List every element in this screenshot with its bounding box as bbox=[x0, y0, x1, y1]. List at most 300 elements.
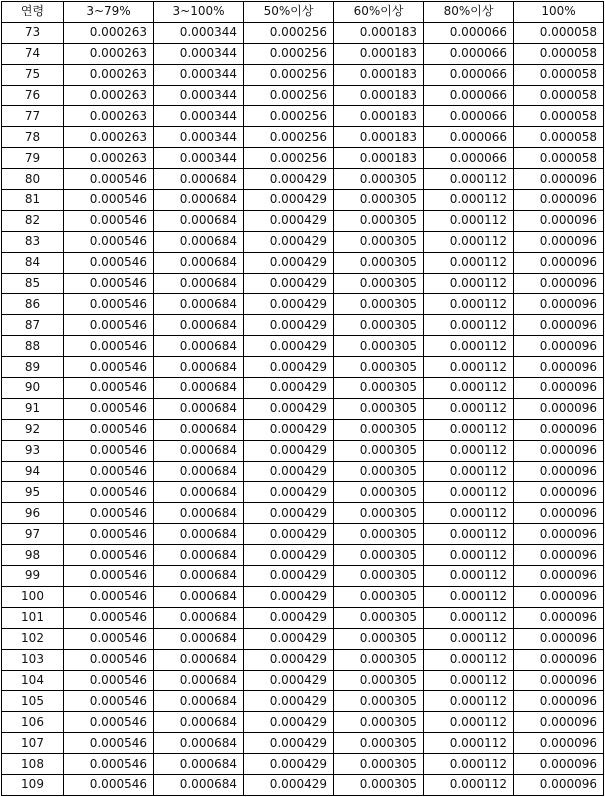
rate-100-cell: 0.000096 bbox=[514, 691, 604, 712]
rate-3-79-cell: 0.000263 bbox=[64, 22, 154, 43]
age-cell: 73 bbox=[2, 22, 64, 43]
age-cell: 88 bbox=[2, 336, 64, 357]
rate-3-100-cell: 0.000344 bbox=[154, 106, 244, 127]
rate-60-plus-cell: 0.000183 bbox=[334, 22, 424, 43]
rate-3-79-cell: 0.000546 bbox=[64, 273, 154, 294]
rate-80-plus-cell: 0.000112 bbox=[424, 754, 514, 775]
age-cell: 106 bbox=[2, 712, 64, 733]
rate-60-plus-cell: 0.000183 bbox=[334, 85, 424, 106]
rate-3-79-cell: 0.000546 bbox=[64, 336, 154, 357]
rate-100-cell: 0.000096 bbox=[514, 754, 604, 775]
rate-3-100-cell: 0.000684 bbox=[154, 545, 244, 566]
rate-80-plus-cell: 0.000112 bbox=[424, 545, 514, 566]
age-cell: 85 bbox=[2, 273, 64, 294]
rate-50-plus-cell: 0.000429 bbox=[244, 315, 334, 336]
age-cell: 99 bbox=[2, 566, 64, 587]
age-cell: 95 bbox=[2, 482, 64, 503]
rate-3-79-cell: 0.000546 bbox=[64, 733, 154, 754]
rate-50-plus-cell: 0.000256 bbox=[244, 22, 334, 43]
rate-3-79-cell: 0.000546 bbox=[64, 524, 154, 545]
rate-100-cell: 0.000096 bbox=[514, 607, 604, 628]
rate-80-plus-cell: 0.000112 bbox=[424, 733, 514, 754]
rate-50-plus-cell: 0.000429 bbox=[244, 712, 334, 733]
rate-80-plus-cell: 0.000112 bbox=[424, 524, 514, 545]
rate-100-cell: 0.000096 bbox=[514, 503, 604, 524]
rate-50-plus-cell: 0.000429 bbox=[244, 628, 334, 649]
rate-60-plus-cell: 0.000305 bbox=[334, 482, 424, 503]
table-row bbox=[2, 231, 604, 252]
rate-3-79-cell: 0.000263 bbox=[64, 64, 154, 85]
rate-3-79-cell: 0.000546 bbox=[64, 586, 154, 607]
table-row bbox=[2, 712, 604, 733]
table-row bbox=[2, 148, 604, 169]
rate-100-cell: 0.000058 bbox=[514, 43, 604, 64]
age-cell: 92 bbox=[2, 419, 64, 440]
rate-60-plus-cell: 0.000183 bbox=[334, 148, 424, 169]
rate-60-plus-cell: 0.000305 bbox=[334, 545, 424, 566]
age-cell: 79 bbox=[2, 148, 64, 169]
header-100: 100% bbox=[514, 2, 604, 23]
rate-50-plus-cell: 0.000429 bbox=[244, 398, 334, 419]
rate-3-100-cell: 0.000684 bbox=[154, 628, 244, 649]
table-row bbox=[2, 524, 604, 545]
age-cell: 90 bbox=[2, 378, 64, 399]
age-cell: 108 bbox=[2, 754, 64, 775]
rate-80-plus-cell: 0.000112 bbox=[424, 566, 514, 587]
rate-3-100-cell: 0.000684 bbox=[154, 169, 244, 190]
rate-3-79-cell: 0.000546 bbox=[64, 566, 154, 587]
rate-80-plus-cell: 0.000066 bbox=[424, 85, 514, 106]
rate-50-plus-cell: 0.000429 bbox=[244, 524, 334, 545]
rate-50-plus-cell: 0.000429 bbox=[244, 545, 334, 566]
rate-80-plus-cell: 0.000112 bbox=[424, 273, 514, 294]
rate-3-79-cell: 0.000546 bbox=[64, 628, 154, 649]
rate-3-100-cell: 0.000684 bbox=[154, 273, 244, 294]
rate-3-79-cell: 0.000546 bbox=[64, 315, 154, 336]
rate-60-plus-cell: 0.000305 bbox=[334, 503, 424, 524]
age-cell: 75 bbox=[2, 64, 64, 85]
rate-60-plus-cell: 0.000305 bbox=[334, 712, 424, 733]
rate-100-cell: 0.000096 bbox=[514, 252, 604, 273]
rate-80-plus-cell: 0.000066 bbox=[424, 106, 514, 127]
rate-50-plus-cell: 0.000256 bbox=[244, 127, 334, 148]
rate-50-plus-cell: 0.000429 bbox=[244, 190, 334, 211]
rate-100-cell: 0.000058 bbox=[514, 85, 604, 106]
age-cell: 101 bbox=[2, 607, 64, 628]
rate-80-plus-cell: 0.000112 bbox=[424, 482, 514, 503]
rate-100-cell: 0.000096 bbox=[514, 315, 604, 336]
rate-3-79-cell: 0.000546 bbox=[64, 419, 154, 440]
age-cell: 82 bbox=[2, 210, 64, 231]
rate-3-100-cell: 0.000684 bbox=[154, 566, 244, 587]
rate-100-cell: 0.000096 bbox=[514, 586, 604, 607]
rate-80-plus-cell: 0.000112 bbox=[424, 712, 514, 733]
rate-50-plus-cell: 0.000429 bbox=[244, 482, 334, 503]
rate-50-plus-cell: 0.000429 bbox=[244, 607, 334, 628]
rate-50-plus-cell: 0.000429 bbox=[244, 294, 334, 315]
rate-100-cell: 0.000096 bbox=[514, 733, 604, 754]
rate-100-cell: 0.000096 bbox=[514, 231, 604, 252]
rate-3-100-cell: 0.000684 bbox=[154, 691, 244, 712]
rate-50-plus-cell: 0.000429 bbox=[244, 169, 334, 190]
rate-50-plus-cell: 0.000429 bbox=[244, 273, 334, 294]
rate-100-cell: 0.000096 bbox=[514, 670, 604, 691]
rate-60-plus-cell: 0.000305 bbox=[334, 607, 424, 628]
age-cell: 83 bbox=[2, 231, 64, 252]
rate-100-cell: 0.000096 bbox=[514, 419, 604, 440]
rate-60-plus-cell: 0.000183 bbox=[334, 127, 424, 148]
rate-60-plus-cell: 0.000305 bbox=[334, 691, 424, 712]
rate-3-100-cell: 0.000344 bbox=[154, 22, 244, 43]
table-row bbox=[2, 357, 604, 378]
rate-80-plus-cell: 0.000112 bbox=[424, 586, 514, 607]
rate-3-100-cell: 0.000684 bbox=[154, 210, 244, 231]
rate-60-plus-cell: 0.000305 bbox=[334, 378, 424, 399]
rate-50-plus-cell: 0.000429 bbox=[244, 252, 334, 273]
rate-60-plus-cell: 0.000305 bbox=[334, 398, 424, 419]
rate-3-100-cell: 0.000684 bbox=[154, 357, 244, 378]
rate-50-plus-cell: 0.000429 bbox=[244, 670, 334, 691]
rate-100-cell: 0.000096 bbox=[514, 357, 604, 378]
rate-100-cell: 0.000096 bbox=[514, 774, 604, 795]
rate-100-cell: 0.000096 bbox=[514, 628, 604, 649]
rate-3-79-cell: 0.000546 bbox=[64, 169, 154, 190]
rate-80-plus-cell: 0.000112 bbox=[424, 503, 514, 524]
rate-100-cell: 0.000058 bbox=[514, 22, 604, 43]
age-cell: 103 bbox=[2, 649, 64, 670]
rate-50-plus-cell: 0.000256 bbox=[244, 64, 334, 85]
age-cell: 78 bbox=[2, 127, 64, 148]
rate-50-plus-cell: 0.000429 bbox=[244, 336, 334, 357]
age-cell: 87 bbox=[2, 315, 64, 336]
rate-80-plus-cell: 0.000112 bbox=[424, 607, 514, 628]
age-cell: 107 bbox=[2, 733, 64, 754]
table-row bbox=[2, 482, 604, 503]
table-row bbox=[2, 733, 604, 754]
rate-80-plus-cell: 0.000112 bbox=[424, 315, 514, 336]
rate-3-100-cell: 0.000344 bbox=[154, 85, 244, 106]
rate-50-plus-cell: 0.000256 bbox=[244, 43, 334, 64]
table-row bbox=[2, 22, 604, 43]
table-row bbox=[2, 169, 604, 190]
rate-80-plus-cell: 0.000112 bbox=[424, 774, 514, 795]
rate-60-plus-cell: 0.000305 bbox=[334, 294, 424, 315]
rate-80-plus-cell: 0.000112 bbox=[424, 419, 514, 440]
rate-60-plus-cell: 0.000305 bbox=[334, 774, 424, 795]
rate-3-79-cell: 0.000546 bbox=[64, 482, 154, 503]
rate-50-plus-cell: 0.000429 bbox=[244, 440, 334, 461]
rate-60-plus-cell: 0.000305 bbox=[334, 754, 424, 775]
rate-100-cell: 0.000096 bbox=[514, 566, 604, 587]
rate-50-plus-cell: 0.000256 bbox=[244, 106, 334, 127]
rate-60-plus-cell: 0.000305 bbox=[334, 169, 424, 190]
rate-3-100-cell: 0.000684 bbox=[154, 712, 244, 733]
table-row bbox=[2, 85, 604, 106]
rate-3-79-cell: 0.000546 bbox=[64, 649, 154, 670]
rate-3-100-cell: 0.000344 bbox=[154, 43, 244, 64]
rate-60-plus-cell: 0.000305 bbox=[334, 315, 424, 336]
rate-80-plus-cell: 0.000112 bbox=[424, 398, 514, 419]
table-row bbox=[2, 64, 604, 85]
rate-80-plus-cell: 0.000112 bbox=[424, 378, 514, 399]
rate-100-cell: 0.000096 bbox=[514, 461, 604, 482]
age-cell: 100 bbox=[2, 586, 64, 607]
age-cell: 105 bbox=[2, 691, 64, 712]
table-row bbox=[2, 754, 604, 775]
header-80-plus: 80%이상 bbox=[424, 2, 514, 23]
table-row bbox=[2, 545, 604, 566]
rate-3-100-cell: 0.000684 bbox=[154, 190, 244, 211]
rate-100-cell: 0.000096 bbox=[514, 273, 604, 294]
rate-3-79-cell: 0.000263 bbox=[64, 85, 154, 106]
rate-80-plus-cell: 0.000112 bbox=[424, 190, 514, 211]
table-row bbox=[2, 252, 604, 273]
rate-80-plus-cell: 0.000112 bbox=[424, 461, 514, 482]
rate-60-plus-cell: 0.000305 bbox=[334, 419, 424, 440]
rate-60-plus-cell: 0.000305 bbox=[334, 649, 424, 670]
table-row bbox=[2, 336, 604, 357]
rate-80-plus-cell: 0.000112 bbox=[424, 294, 514, 315]
rate-3-79-cell: 0.000546 bbox=[64, 774, 154, 795]
rate-80-plus-cell: 0.000066 bbox=[424, 22, 514, 43]
age-cell: 89 bbox=[2, 357, 64, 378]
rate-3-100-cell: 0.000684 bbox=[154, 774, 244, 795]
rate-80-plus-cell: 0.000112 bbox=[424, 649, 514, 670]
rate-100-cell: 0.000058 bbox=[514, 127, 604, 148]
rate-100-cell: 0.000096 bbox=[514, 440, 604, 461]
rate-3-79-cell: 0.000546 bbox=[64, 398, 154, 419]
rate-3-100-cell: 0.000684 bbox=[154, 294, 244, 315]
table-row bbox=[2, 273, 604, 294]
table-row bbox=[2, 378, 604, 399]
rate-3-100-cell: 0.000684 bbox=[154, 649, 244, 670]
rate-3-79-cell: 0.000546 bbox=[64, 294, 154, 315]
rate-3-100-cell: 0.000684 bbox=[154, 607, 244, 628]
table-row bbox=[2, 43, 604, 64]
rate-50-plus-cell: 0.000429 bbox=[244, 754, 334, 775]
table-row bbox=[2, 670, 604, 691]
rate-80-plus-cell: 0.000112 bbox=[424, 628, 514, 649]
rate-100-cell: 0.000096 bbox=[514, 336, 604, 357]
age-cell: 93 bbox=[2, 440, 64, 461]
rate-50-plus-cell: 0.000429 bbox=[244, 566, 334, 587]
rate-80-plus-cell: 0.000112 bbox=[424, 440, 514, 461]
rate-80-plus-cell: 0.000066 bbox=[424, 64, 514, 85]
rate-3-79-cell: 0.000546 bbox=[64, 754, 154, 775]
rate-50-plus-cell: 0.000429 bbox=[244, 503, 334, 524]
rate-60-plus-cell: 0.000305 bbox=[334, 461, 424, 482]
rate-50-plus-cell: 0.000429 bbox=[244, 378, 334, 399]
table-row bbox=[2, 774, 604, 795]
rate-3-79-cell: 0.000546 bbox=[64, 691, 154, 712]
rate-100-cell: 0.000058 bbox=[514, 148, 604, 169]
rate-80-plus-cell: 0.000112 bbox=[424, 691, 514, 712]
rate-3-100-cell: 0.000684 bbox=[154, 378, 244, 399]
age-cell: 84 bbox=[2, 252, 64, 273]
table-row bbox=[2, 649, 604, 670]
age-cell: 81 bbox=[2, 190, 64, 211]
rate-3-100-cell: 0.000684 bbox=[154, 524, 244, 545]
rate-60-plus-cell: 0.000305 bbox=[334, 440, 424, 461]
rate-3-100-cell: 0.000684 bbox=[154, 503, 244, 524]
rate-3-79-cell: 0.000263 bbox=[64, 148, 154, 169]
rate-60-plus-cell: 0.000305 bbox=[334, 733, 424, 754]
rate-80-plus-cell: 0.000066 bbox=[424, 127, 514, 148]
rate-100-cell: 0.000058 bbox=[514, 64, 604, 85]
rate-3-100-cell: 0.000684 bbox=[154, 440, 244, 461]
rate-3-100-cell: 0.000684 bbox=[154, 461, 244, 482]
rate-50-plus-cell: 0.000429 bbox=[244, 691, 334, 712]
rate-80-plus-cell: 0.000112 bbox=[424, 336, 514, 357]
age-cell: 109 bbox=[2, 774, 64, 795]
rate-100-cell: 0.000096 bbox=[514, 210, 604, 231]
rate-60-plus-cell: 0.000305 bbox=[334, 357, 424, 378]
rate-3-79-cell: 0.000263 bbox=[64, 106, 154, 127]
rate-3-79-cell: 0.000546 bbox=[64, 231, 154, 252]
header-3-79: 3~79% bbox=[64, 2, 154, 23]
rate-100-cell: 0.000096 bbox=[514, 524, 604, 545]
rate-3-79-cell: 0.000546 bbox=[64, 357, 154, 378]
table-row bbox=[2, 398, 604, 419]
rate-100-cell: 0.000096 bbox=[514, 712, 604, 733]
age-cell: 86 bbox=[2, 294, 64, 315]
rate-3-100-cell: 0.000684 bbox=[154, 231, 244, 252]
rate-100-cell: 0.000096 bbox=[514, 294, 604, 315]
rate-3-100-cell: 0.000684 bbox=[154, 315, 244, 336]
rate-60-plus-cell: 0.000305 bbox=[334, 231, 424, 252]
rate-80-plus-cell: 0.000066 bbox=[424, 43, 514, 64]
rate-60-plus-cell: 0.000305 bbox=[334, 273, 424, 294]
rate-table bbox=[1, 1, 604, 796]
rate-60-plus-cell: 0.000305 bbox=[334, 586, 424, 607]
rate-3-79-cell: 0.000546 bbox=[64, 210, 154, 231]
rate-80-plus-cell: 0.000112 bbox=[424, 670, 514, 691]
rate-3-79-cell: 0.000263 bbox=[64, 127, 154, 148]
rate-100-cell: 0.000096 bbox=[514, 649, 604, 670]
rate-100-cell: 0.000096 bbox=[514, 190, 604, 211]
table-row bbox=[2, 315, 604, 336]
rate-50-plus-cell: 0.000429 bbox=[244, 231, 334, 252]
table-row bbox=[2, 127, 604, 148]
table-row bbox=[2, 106, 604, 127]
rate-100-cell: 0.000096 bbox=[514, 398, 604, 419]
header-50-plus: 50%이상 bbox=[244, 2, 334, 23]
rate-80-plus-cell: 0.000112 bbox=[424, 252, 514, 273]
rate-60-plus-cell: 0.000305 bbox=[334, 190, 424, 211]
table-row bbox=[2, 566, 604, 587]
age-cell: 80 bbox=[2, 169, 64, 190]
age-cell: 102 bbox=[2, 628, 64, 649]
rate-50-plus-cell: 0.000429 bbox=[244, 733, 334, 754]
rate-80-plus-cell: 0.000066 bbox=[424, 148, 514, 169]
rate-100-cell: 0.000096 bbox=[514, 169, 604, 190]
rate-50-plus-cell: 0.000429 bbox=[244, 419, 334, 440]
rate-80-plus-cell: 0.000112 bbox=[424, 210, 514, 231]
age-cell: 96 bbox=[2, 503, 64, 524]
rate-3-79-cell: 0.000546 bbox=[64, 378, 154, 399]
rate-60-plus-cell: 0.000183 bbox=[334, 64, 424, 85]
rate-50-plus-cell: 0.000429 bbox=[244, 210, 334, 231]
header-3-100: 3~100% bbox=[154, 2, 244, 23]
table-row bbox=[2, 210, 604, 231]
rate-50-plus-cell: 0.000429 bbox=[244, 461, 334, 482]
rate-60-plus-cell: 0.000305 bbox=[334, 670, 424, 691]
header-age: 연령 bbox=[2, 2, 64, 23]
rate-100-cell: 0.000096 bbox=[514, 545, 604, 566]
rate-100-cell: 0.000096 bbox=[514, 378, 604, 399]
rate-3-100-cell: 0.000684 bbox=[154, 586, 244, 607]
rate-50-plus-cell: 0.000256 bbox=[244, 85, 334, 106]
rate-60-plus-cell: 0.000183 bbox=[334, 106, 424, 127]
rate-3-79-cell: 0.000546 bbox=[64, 503, 154, 524]
rate-50-plus-cell: 0.000429 bbox=[244, 649, 334, 670]
table-row bbox=[2, 190, 604, 211]
age-cell: 97 bbox=[2, 524, 64, 545]
rate-3-100-cell: 0.000684 bbox=[154, 398, 244, 419]
rate-60-plus-cell: 0.000183 bbox=[334, 43, 424, 64]
rate-50-plus-cell: 0.000429 bbox=[244, 586, 334, 607]
rate-100-cell: 0.000058 bbox=[514, 106, 604, 127]
table-row bbox=[2, 628, 604, 649]
rate-3-100-cell: 0.000684 bbox=[154, 419, 244, 440]
rate-3-100-cell: 0.000684 bbox=[154, 670, 244, 691]
rate-3-100-cell: 0.000684 bbox=[154, 733, 244, 754]
table-row bbox=[2, 607, 604, 628]
rate-100-cell: 0.000096 bbox=[514, 482, 604, 503]
rate-3-79-cell: 0.000546 bbox=[64, 440, 154, 461]
rate-3-79-cell: 0.000546 bbox=[64, 190, 154, 211]
rate-3-79-cell: 0.000546 bbox=[64, 461, 154, 482]
rate-3-100-cell: 0.000344 bbox=[154, 127, 244, 148]
table-row bbox=[2, 691, 604, 712]
rate-50-plus-cell: 0.000429 bbox=[244, 357, 334, 378]
rate-3-79-cell: 0.000546 bbox=[64, 670, 154, 691]
rate-50-plus-cell: 0.000256 bbox=[244, 148, 334, 169]
rate-3-79-cell: 0.000546 bbox=[64, 252, 154, 273]
table-row bbox=[2, 294, 604, 315]
rate-3-100-cell: 0.000684 bbox=[154, 754, 244, 775]
age-cell: 104 bbox=[2, 670, 64, 691]
rate-80-plus-cell: 0.000112 bbox=[424, 169, 514, 190]
rate-3-100-cell: 0.000344 bbox=[154, 148, 244, 169]
table-row bbox=[2, 440, 604, 461]
table-row bbox=[2, 461, 604, 482]
age-cell: 76 bbox=[2, 85, 64, 106]
age-cell: 74 bbox=[2, 43, 64, 64]
rate-3-100-cell: 0.000684 bbox=[154, 252, 244, 273]
header-60-plus: 60%이상 bbox=[334, 2, 424, 23]
table-row bbox=[2, 503, 604, 524]
rate-3-79-cell: 0.000546 bbox=[64, 607, 154, 628]
rate-60-plus-cell: 0.000305 bbox=[334, 566, 424, 587]
rate-3-79-cell: 0.000546 bbox=[64, 712, 154, 733]
age-cell: 98 bbox=[2, 545, 64, 566]
rate-3-100-cell: 0.000684 bbox=[154, 482, 244, 503]
age-cell: 94 bbox=[2, 461, 64, 482]
age-cell: 77 bbox=[2, 106, 64, 127]
rate-60-plus-cell: 0.000305 bbox=[334, 628, 424, 649]
header-row bbox=[2, 2, 604, 23]
rate-3-100-cell: 0.000344 bbox=[154, 64, 244, 85]
rate-60-plus-cell: 0.000305 bbox=[334, 336, 424, 357]
age-cell: 91 bbox=[2, 398, 64, 419]
rate-3-79-cell: 0.000546 bbox=[64, 545, 154, 566]
rate-50-plus-cell: 0.000429 bbox=[244, 774, 334, 795]
rate-3-79-cell: 0.000263 bbox=[64, 43, 154, 64]
rate-60-plus-cell: 0.000305 bbox=[334, 524, 424, 545]
rate-3-100-cell: 0.000684 bbox=[154, 336, 244, 357]
table-row bbox=[2, 586, 604, 607]
